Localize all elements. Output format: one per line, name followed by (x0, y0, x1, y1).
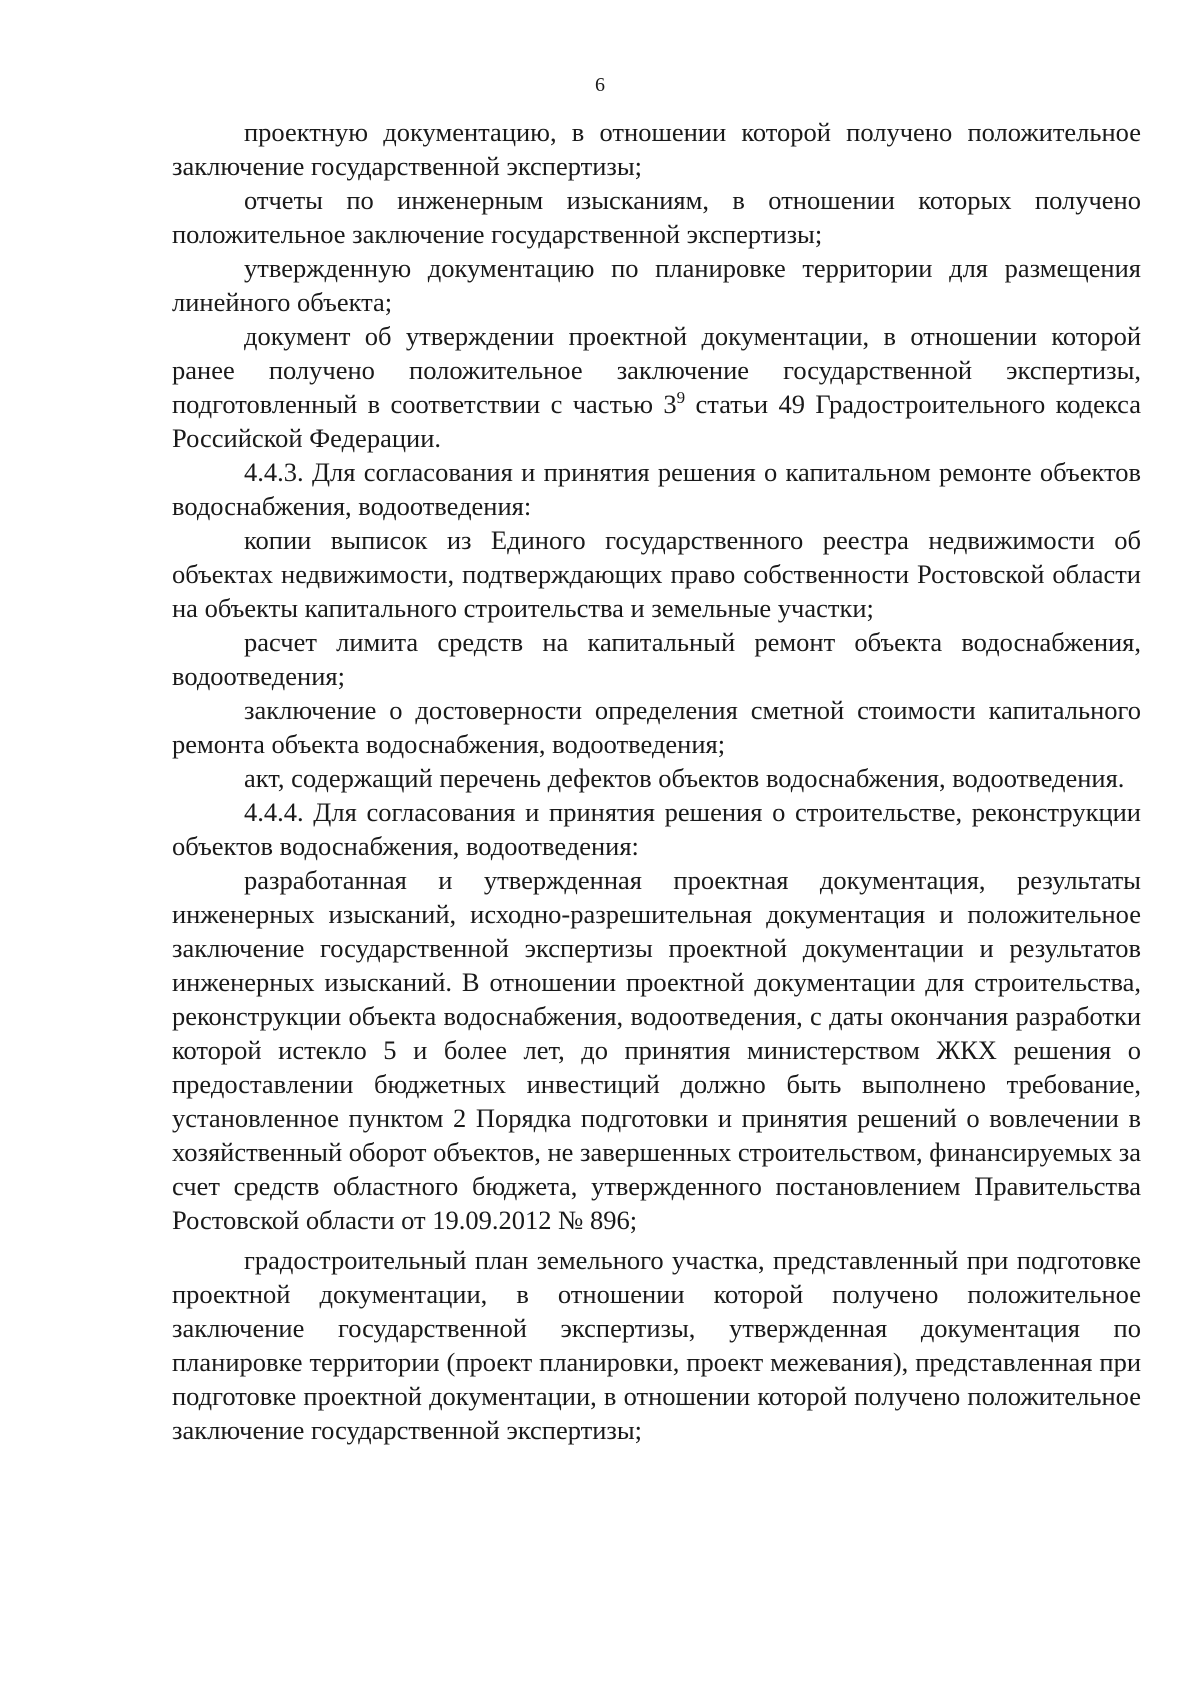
approval-superscript: 9 (676, 388, 686, 408)
paragraph-cost-reliability-conclusion: заключение о достоверности определения сметной стоимости капитального ремонта объекта водоснабжения, водоотведения; (172, 695, 1141, 759)
paragraph-urban-development-plan: градостроительный план земельного участка, представленный при подготовке проектной документации, в отношении которой получено положительное заключение государственной экспертизы, утвержденная документация по планировке территории (проект планировки, проект межевания), представленная при подготовке проектной документации, в отношении которой получено положительное заключение государственной экспертизы; (172, 1245, 1141, 1445)
paragraph-funds-limit-calculation: расчет лимита средств на капитальный ремонт объекта водоснабжения, водоотведения; (172, 627, 1141, 691)
paragraph-approval-document (172, 319, 1141, 455)
page-number: 6 (595, 74, 605, 96)
approval-text-before: документ об утверждении проектной документации, в отношении которой ранее получено положительное заключение государственной экспертизы, подготовленный в соответствии с частью 3 (172, 321, 1141, 419)
paragraph-engineering-survey-reports: отчеты по инженерным изысканиям, в отношении которых получено положительное заключение государственной экспертизы; (172, 185, 1141, 249)
approval-text-after: статьи 49 Градостроительного кодекса Российской Федерации. (172, 389, 1141, 453)
paragraph-section-4-4-3: 4.4.3. Для согласования и принятия решения о капитальном ремонте объектов водоснабжения, водоотведения: (172, 457, 1141, 521)
paragraph-project-documentation: проектную документацию, в отношении которой получено положительное заключение государственной экспертизы; (172, 117, 1141, 181)
paragraph-registry-extracts: копии выписок из Единого государственного реестра недвижимости об объектах недвижимости, подтверждающих право собственности Ростовской области на объекты капитального строительства и земельные участки; (172, 525, 1141, 623)
paragraph-defects-act: акт, содержащий перечень дефектов объектов водоснабжения, водоотведения. (244, 763, 1125, 793)
paragraph-territory-planning-documentation: утвержденную документацию по планировке территории для размещения линейного объекта; (172, 253, 1141, 317)
document-body (172, 115, 1141, 1447)
paragraph-developed-project-documentation: разработанная и утвержденная проектная документация, результаты инженерных изысканий, исходно-разрешительная документация и положительное заключение государственной экспертизы проектной документации и результатов инженерных изысканий. В отношении проектной документации для строительства, реконструкции объекта водоснабжения, водоотведения, с даты окончания разработки которой истекло 5 и более лет, до принятия министерством ЖКХ решения о предоставлении бюджетных инвестиций должно быть выполнено требование, установленное пунктом 2 Порядка подготовки и принятия решений о вовлечении в хозяйственный оборот объектов, не завершенных строительством, финансируемых за счет средств областного бюджета, утвержденного постановлением Правительства Ростовской области от 19.09.2012 № 896; (172, 865, 1141, 1235)
paragraph-section-4-4-4: 4.4.4. Для согласования и принятия решения о строительстве, реконструкции объектов водоснабжения, водоотведения: (172, 797, 1141, 861)
